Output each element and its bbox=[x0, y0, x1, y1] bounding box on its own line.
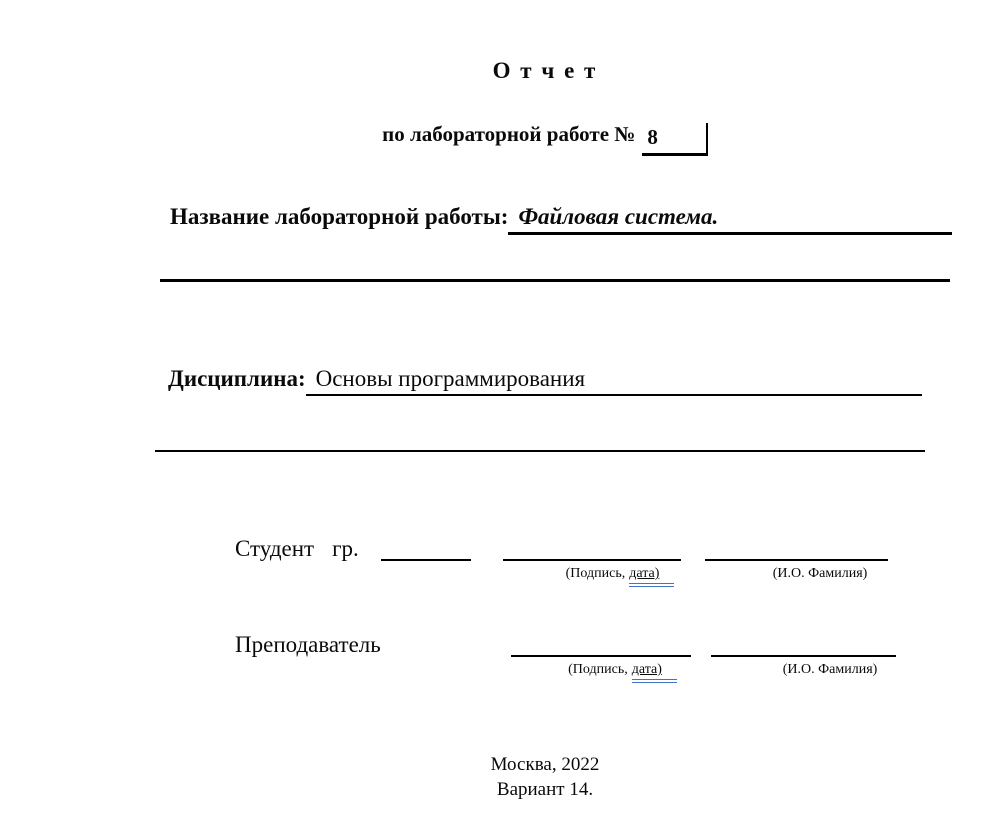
lab-number: 8 bbox=[647, 125, 658, 149]
footer-city-year: Москва, 2022 bbox=[490, 754, 600, 775]
footer-variant: Вариант 14. bbox=[496, 779, 594, 800]
lab-number-field[interactable] bbox=[642, 123, 708, 156]
teacher-label: Преподаватель bbox=[235, 632, 381, 657]
signature-caption-date-grammar-underline: дата) bbox=[631, 662, 662, 677]
discipline-line bbox=[168, 364, 922, 396]
teacher-name-caption: (И.О. Фамилия) bbox=[782, 662, 878, 677]
signature-caption-text: (Подпись, bbox=[568, 662, 628, 677]
signature-caption-date-grammar-underline: дата) bbox=[629, 566, 660, 581]
discipline-label: Дисциплина: bbox=[168, 366, 306, 391]
lab-name-value[interactable]: Файловая система. bbox=[508, 202, 952, 235]
student-group-label: гр. bbox=[332, 536, 359, 561]
student-name-blank[interactable] bbox=[705, 555, 888, 561]
lab-name-label: Название лабораторной работы: bbox=[170, 204, 509, 229]
student-row bbox=[235, 536, 888, 562]
signature-caption-text: (Подпись, bbox=[565, 566, 626, 581]
student-label: Студент bbox=[235, 536, 315, 561]
footer bbox=[90, 752, 1000, 802]
student-group-number-blank[interactable] bbox=[381, 555, 471, 561]
teacher-row bbox=[235, 632, 896, 658]
student-name-caption: (И.О. Фамилия) bbox=[772, 566, 868, 581]
student-signature-blank[interactable] bbox=[503, 555, 681, 561]
teacher-signature-blank[interactable] bbox=[511, 651, 691, 657]
page-title: О т ч е т bbox=[492, 58, 598, 83]
subtitle-label: по лабораторной работе № bbox=[382, 122, 636, 146]
discipline-value[interactable]: Основы программирования bbox=[306, 364, 922, 396]
teacher-signature-caption bbox=[545, 662, 685, 678]
subtitle-row bbox=[90, 120, 1000, 153]
lab-name-continuation-line[interactable] bbox=[160, 279, 950, 282]
lab-name-line bbox=[170, 202, 952, 235]
discipline-continuation-line[interactable] bbox=[155, 450, 925, 452]
teacher-name-blank[interactable] bbox=[711, 651, 896, 657]
student-signature-caption bbox=[540, 566, 685, 582]
